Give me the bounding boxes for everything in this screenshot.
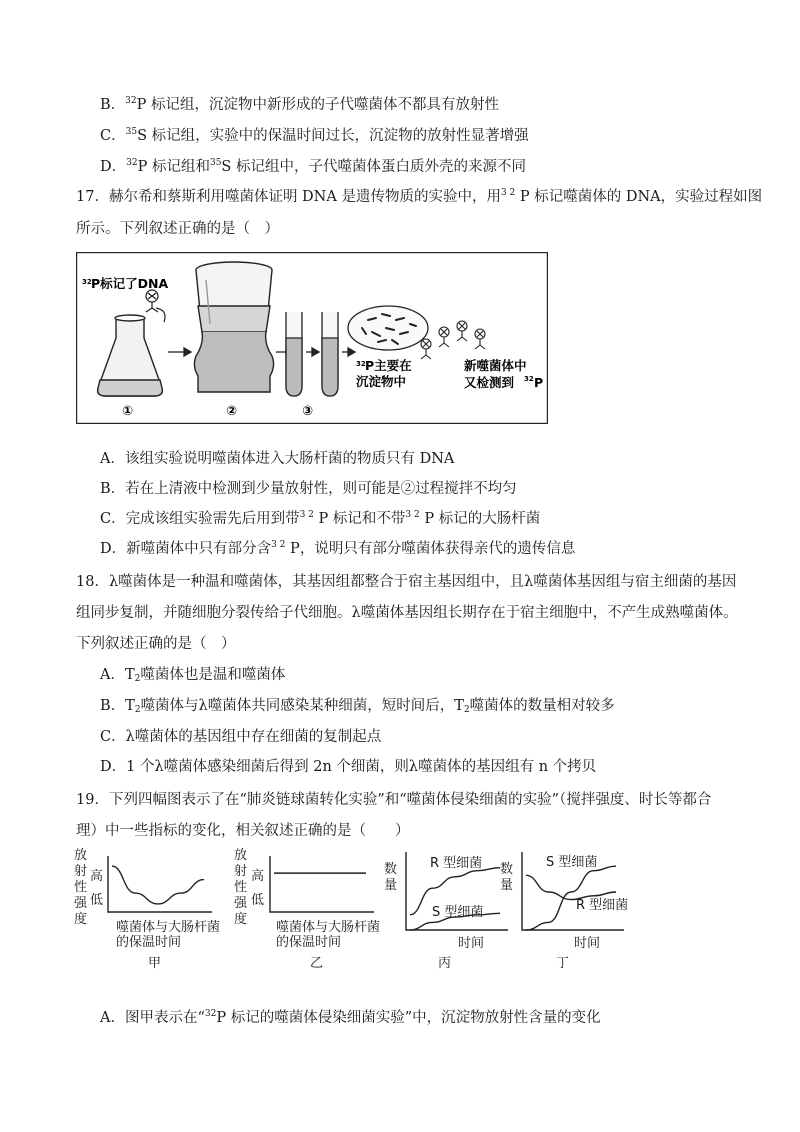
graph-jia-title: 甲 [148,956,162,971]
graph-yi-title: 乙 [310,956,324,971]
q16-option-d: D．$^{32}$P 标记组和$^{35}$S 标记组中，子代噬菌体蛋白质外壳的来源不同 [100,158,526,175]
q17-option-c: C．完成该组实验需先后用到带$^{3 2}$ P 标记和不带$^{3 2}$ P 标记的大肠杆菌 [100,510,541,527]
graph-yi-ytick-high: 高 [251,869,265,884]
q18-stem-line2: 组同步复制，并随细胞分裂传给子代细胞。λ噬菌体基因组长期存在于宿主细胞中，不产生成熟噬菌体。 [76,605,738,621]
graph-bing-title: 丙 [438,956,452,971]
q16-option-b: B．$^{32}$P 标记组，沉淀物中新形成的子代噬菌体不都具有放射性 [100,96,499,113]
q17-option-b: B．若在上清液中检测到少量放射性，则可能是②过程搅拌不均匀 [100,481,517,497]
q18-option-d: D．1 个λ噬菌体感染细菌后得到 2n 个细菌，则λ噬菌体的基因组有 n 个拷贝 [100,759,597,775]
axis-lines [270,856,374,912]
graph-jia-xlabel: 噬菌体与大肠杆菌的保温时间 [116,920,221,950]
q18-option-c: C．λ噬菌体的基因组中存在细菌的复制起点 [100,729,382,745]
fig-mid-line2: 沉淀物中 [356,374,407,389]
graph-bing-series-r-label: R 型细菌 [430,856,483,871]
fig-label-top: P标记了DNA [91,276,169,291]
fig-mid-line1: P主要在 [365,358,412,373]
q17-option-d: D．新噬菌体中只有部分含$^{3 2}$ P，说明只有部分噬菌体获得亲代的遗传信息 [100,540,576,557]
q17-stem-line2: 所示。下列叙述正确的是（ ） [76,221,279,237]
graph-yi-xlabel: 噬菌体与大肠杆菌的保温时间 [276,920,381,950]
graph-jia-plot [104,854,214,916]
graph-bing-ylabel: 数量 [384,862,398,893]
fig-right-sup: 32 [524,375,534,383]
q18-stem-line3: 下列叙述正确的是（ ） [76,636,236,652]
graph-yi-ytick-low: 低 [251,893,265,908]
series-line-0 [112,866,204,904]
q17-stem-line1: 17．赫尔希和蔡斯利用噬菌体证明 DNA 是遗传物质的实验中，用$^{3 2}$ P 标记噬菌体的 DNA，实验过程如图 [76,188,763,205]
q19-stem-line1: 19．下列四幅图表示了在“肺炎链球菌转化实验”和“噬菌体侵染细菌的实验”（搅拌强度、时长等都合 [76,792,712,808]
q18-option-b: B．$T_2$噬菌体与λ噬菌体共同感染某种细菌，短时间后，$T_2$噬菌体的数量相对较多 [100,698,615,715]
fig-label-sup: 32 [82,278,92,286]
graph-jia-ytick-low: 低 [90,893,104,908]
graph-bing-xlabel: 时间 [458,936,485,951]
fig-right-line2: 又检测到 [464,375,515,390]
step-3-label: ③ [302,404,314,419]
graph-ding-series-r-label: R 型细菌 [576,898,629,913]
fig-mid-sup: 32 [356,360,366,368]
series-line-1 [526,875,616,899]
graph-bing-series-s-label: S 型细菌 [432,905,484,920]
fig-right-line1: 新噬菌体中 [464,358,527,373]
graph-ding-title: 丁 [556,956,570,971]
step-2-label: ② [226,404,238,419]
q19-option-a: A．图甲表示在“$^{32}$P 标记的噬菌体侵染细菌实验”中，沉淀物放射性含量的变化 [100,1009,601,1026]
graph-jia-ytick-high: 高 [90,869,104,884]
graph-ding-ylabel: 数量 [500,862,514,893]
graph-ding-xlabel: 时间 [574,936,601,951]
q19-stem-line2: 理）中一些指标的变化，相关叙述正确的是（ ） [76,823,410,839]
step-1-label: ① [122,404,134,419]
q18-stem-line1: 18．λ噬菌体是一种温和噬菌体，其基因组都整合于宿主基因组中，且λ噬菌体基因组与宿主细菌的基因 [76,574,737,590]
fig-right-end: P [534,375,544,390]
graph-yi-ylabel: 放射性强度 [234,848,248,927]
graph-yi-plot [266,854,376,916]
graph-jia-ylabel: 放射性强度 [74,848,88,927]
graph-ding-series-s-label: S 型细菌 [546,855,598,870]
q17-option-a: A．该组实验说明噬菌体进入大肠杆菌的物质只有 DNA [100,451,455,467]
q16-option-c: C．$^{35}$S 标记组，实验中的保温时间过长，沉淀物的放射性显著增强 [100,127,529,144]
q18-option-a: A．$T_2$噬菌体也是温和噬菌体 [100,667,286,684]
